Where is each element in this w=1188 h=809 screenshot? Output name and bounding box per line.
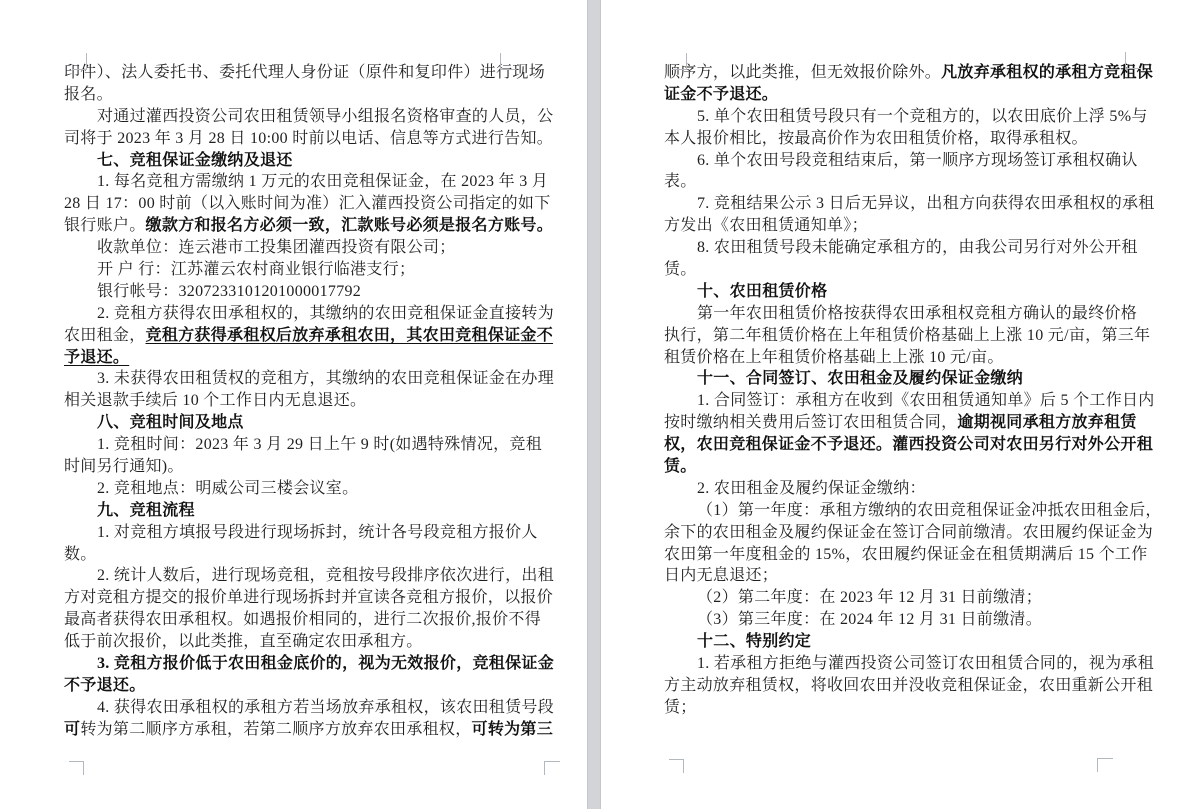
text-line [664,587,1164,609]
text-line [664,368,1164,390]
text-line [64,325,562,347]
text-run: 2. 竞租方获得农田承租权的，其缴纳的农田竞租保证金直接转为 [97,304,555,322]
text-run-bold: 缴款方和报名方必须一致，汇款账号必须是报名方账号。 [145,217,554,235]
text-line [64,653,562,675]
text-line [664,193,1164,215]
text-run: 对通过灌西投资公司农田租赁领导小组报名资格审查的人员，公 [97,107,554,125]
text-run: 8. 农田租赁号段未能确定承租方的，由我公司另行对外公开租 [697,239,1138,257]
text-line [64,84,562,106]
text-line [64,675,562,697]
text-run: 报名。 [64,85,113,103]
text-run: 农田租金， [64,326,146,344]
text-line [664,215,1164,237]
text-line [664,150,1164,172]
text-line [64,368,562,390]
text-line [64,456,562,478]
page-1 [0,0,587,809]
text-line [64,106,562,128]
text-line [664,653,1164,675]
text-run: 日内无息退还； [664,567,779,585]
text-line [664,675,1164,697]
text-line [64,609,562,631]
text-run: 时间另行通知)。 [64,458,184,476]
text-line [664,456,1164,478]
text-run: 执行，第二年租赁价格在上年租赁价格基础上上涨 10 元/亩，第三年 [664,326,1151,344]
page-1-text [64,62,562,741]
crop-mark-page1-top-left [72,53,87,70]
text-line [64,522,562,544]
text-run: 7. 竞租结果公示 3 日后无异议，出租方向获得农田承租权的承租 [697,195,1155,213]
text-line [664,478,1164,500]
text-run-bold: 七、竞租保证金缴纳及退还 [97,151,293,169]
text-run: 3. 未获得农田租赁权的竞租方，其缴纳的农田竞租保证金在办理 [97,370,555,388]
text-run-bold-underline: 予退还。 [64,348,130,366]
text-line [64,150,562,172]
page-gutter [587,0,601,809]
crop-mark-page1-bottom-right [544,761,560,775]
text-run: 1. 每名竞租方需缴纳 1 万元的农田竞租保证金，在 2023 年 3 月 [97,173,549,191]
text-run: 开 户 行：江苏灌云农村商业银行临港支行； [97,261,416,279]
text-line [64,259,562,281]
text-run: 1. 合同签订：承租方在收到《农田租赁通知单》后 5 个工作日内 [697,392,1155,410]
text-run: 余下的农田租金及履约保证金在签订合同前缴清。农田履约保证金为 [664,523,1154,541]
text-line [664,390,1164,412]
text-line [664,697,1164,719]
text-run: 银行帐号：3207233101201000017792 [97,282,362,300]
text-line [64,697,562,719]
text-line [64,390,562,412]
text-line [64,171,562,193]
text-line [64,434,562,456]
crop-mark-page1-top-right [500,53,516,70]
crop-mark-page2-top-left [672,53,687,70]
text-run-bold: 可 [64,720,81,738]
text-run-bold: 不予退还。 [64,676,146,694]
text-line [664,609,1164,631]
text-run: 按时缴纳相关费用后签订农田租赁合同， [664,414,958,432]
text-line [64,303,562,325]
text-run-bold: 权，农田竞租保证金不予退还。灌西投资公司对农田另行对外公开租 [664,436,1154,454]
text-line [64,62,562,84]
text-run: 最高者获得农田承租权。如遇报价相同的，进行二次报价,报价不得 [64,611,542,629]
text-line [64,347,562,369]
text-run-bold: 可转为第三 [471,720,554,738]
crop-mark-page2-bottom-right [1097,758,1113,772]
text-run-bold: 凡放弃承租权的承租方竞租保 [941,64,1154,81]
text-run: 1. 竞租时间：2023 年 3 月 29 日上午 9 时(如遇特殊情况，竞租 [97,436,543,454]
text-run: （3）第三年度：在 2024 年 12 月 31 日前缴清。 [697,611,1043,629]
text-line [664,171,1164,193]
text-line [64,544,562,566]
text-run: 农田第一年度租金的 15%，农田履约保证金在租赁期满后 15 个工作 [664,545,1148,563]
text-run: 2. 竞租地点：明威公司三楼会议室。 [97,479,359,497]
page-2-text [664,62,1164,719]
text-run-bold: 证金不予退还。 [664,85,779,103]
crop-mark-page1-bottom-left [69,761,84,775]
text-run: 6. 单个农田号段竞租结束后，第一顺序方现场签订承租权确认 [697,151,1138,169]
text-run: 赁。 [664,261,697,279]
text-line [664,631,1164,653]
text-run: （2）第二年度：在 2023 年 12 月 31 日前缴清； [697,589,1043,607]
text-run: 相关退款手续后 10 个工作日内无息退还。 [64,392,367,410]
text-run-bold: 逾期视同承租方放弃租赁 [957,414,1137,432]
text-line [64,719,562,741]
text-line [64,500,562,522]
text-run: 方对竞租方提交的报价单进行现场拆封并宣读各竞租方报价，以报价 [64,589,554,607]
text-run: 收款单位：连云港市工投集团灌西投资有限公司； [97,239,456,257]
text-line [664,259,1164,281]
text-line [664,325,1164,347]
text-line [664,522,1164,544]
text-line [64,128,562,150]
text-line [64,565,562,587]
text-run: （1）第一年度：承租方缴纳的农田竞租保证金冲抵农田租金后， [697,501,1162,519]
text-line [664,106,1164,128]
text-run: 方发出《农田租赁通知单》； [664,217,868,235]
text-line [664,84,1164,106]
text-run-bold: 八、竞租时间及地点 [97,414,244,432]
text-line [64,478,562,500]
text-line [664,347,1164,369]
text-line [664,565,1164,587]
text-run-bold: 十、农田租赁价格 [697,282,828,300]
text-run: 1. 若承租方拒绝与灌西投资公司签订农田租赁合同的，视为承租 [697,655,1155,673]
text-run: 5. 单个农田租赁号段只有一个竞租方的，以农田底价上浮 5%与 [697,107,1148,125]
text-run: 28 日 17：00 时前（以入账时间为准）汇入灌西投资公司指定的如下 [64,195,551,213]
text-run: 2. 统计人数后，进行现场竞租，竞租按号段排序依次进行，出租 [97,567,555,585]
text-line [64,587,562,609]
text-run: 转为第二顺序方承租，若第二顺序方放弃农田承租权， [80,720,472,738]
text-line [664,128,1164,150]
text-line [64,631,562,653]
text-line [664,500,1164,522]
text-run: 赁； [664,698,697,716]
text-run: 租赁价格在上年租赁价格基础上上涨 10 元/亩。 [664,348,1004,366]
text-run: 顺序方，以此类推，但无效报价除外。 [664,64,942,81]
text-line [664,412,1164,434]
text-line [664,434,1164,456]
text-line [64,237,562,259]
text-run: 数。 [64,545,97,563]
text-run: 司将于 2023 年 3 月 28 日 10:00 时前以电话、信息等方式进行告知。 [64,129,554,147]
text-run-bold: 3. 竞租方报价低于农田租金底价的，视为无效报价，竞租保证金 [97,655,555,673]
text-run: 表。 [664,173,697,191]
page-2 [601,0,1188,809]
text-line [664,237,1164,259]
text-run: 低于前次报价，以此类推，直至确定农田承租方。 [64,633,423,651]
crop-mark-page2-bottom-left [669,759,684,773]
text-run-bold: 九、竞租流程 [97,501,195,519]
text-run-bold: 十一、合同签订、农田租金及履约保证金缴纳 [697,370,1024,388]
text-run-bold-underline: 竞租方获得承租权后放弃承租农田，其农田竞租保证金不 [145,326,554,344]
crop-mark-page2-top-right [1125,52,1141,69]
text-line [664,544,1164,566]
text-run: 2. 农田租金及履约保证金缴纳： [697,479,926,497]
text-line [64,215,562,237]
text-run: 4. 获得农田承租权的承租方若当场放弃承租权，该农田租赁号段 [97,698,555,716]
text-run: 银行账户。 [64,217,146,235]
text-line [64,193,562,215]
text-line [64,412,562,434]
text-run: 第一年农田租赁价格按获得农田承租权竞租方确认的最终价格 [697,304,1138,322]
text-run: 本人报价相比，按最高价作为农田租赁价格，取得承租权。 [664,129,1088,147]
text-line [664,281,1164,303]
text-run: 1. 对竞租方填报号段进行现场拆封，统计各号段竞租方报价人 [97,523,538,541]
text-run: 方主动放弃租赁权，将收回农田并没收竞租保证金，农田重新公开租 [664,676,1154,694]
text-run: 印件）、法人委托书、委托代理人身份证（原件和复印件）进行现场 [64,64,546,81]
text-line [664,303,1164,325]
text-run-bold: 赁。 [664,458,697,476]
text-line [664,62,1164,84]
text-run-bold: 十二、特别约定 [697,633,812,651]
text-line [64,281,562,303]
